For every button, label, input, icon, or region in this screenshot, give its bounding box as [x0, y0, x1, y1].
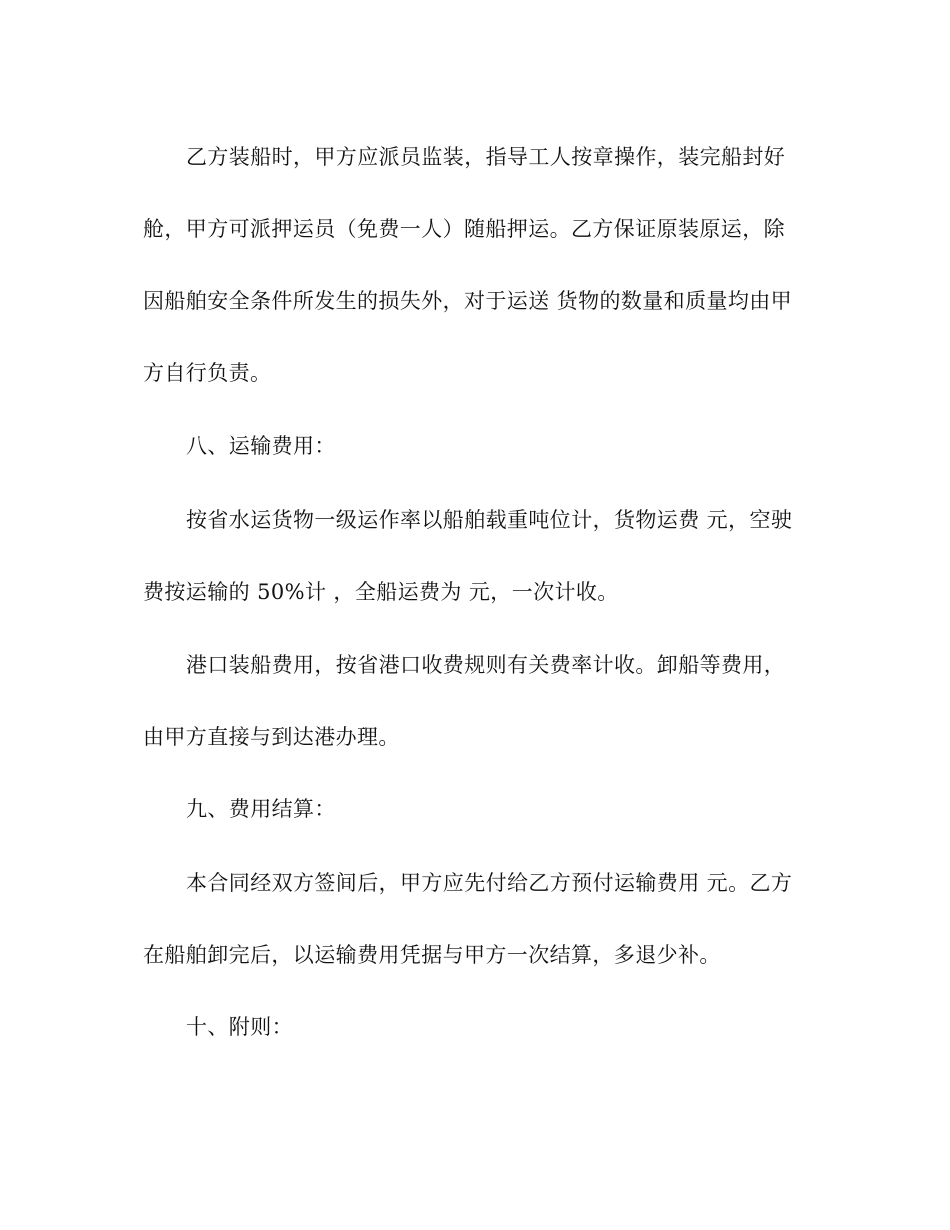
section-heading-settlement: 九、费用结算： — [186, 797, 336, 821]
paragraph-7-line-1: 乙方装船时，甲方应派员监装，指导工人按章操作，装完船封好 — [186, 145, 786, 169]
paragraph-7-line-4: 方自行负责。 — [143, 361, 272, 385]
paragraph-settlement-line-2: 在船舶卸完后，以运输费用凭据与甲方一次结算，多退少补。 — [143, 943, 721, 967]
paragraph-7-line-3: 因船舶安全条件所发生的损失外，对于运送 货物的数量和质量均由甲 — [143, 289, 793, 313]
paragraph-7-line-2: 舱，甲方可派押运员（免费一人）随船押运。乙方保证原装原运，除 — [143, 217, 785, 241]
section-heading-appendix: 十、附则： — [186, 1015, 293, 1039]
paragraph-fees-line-1: 按省水运货物一级运作率以船舶载重吨位计，货物运费 元，空驶 — [186, 508, 793, 532]
paragraph-port-fees-line-2: 由甲方直接与到达港办理。 — [143, 725, 400, 749]
paragraph-settlement-line-1: 本合同经双方签间后，甲方应先付给乙方预付运输费用 元。乙方 — [186, 871, 793, 895]
paragraph-port-fees-line-1: 港口装船费用，按省港口收费规则有关费率计收。卸船等费用， — [186, 653, 786, 677]
paragraph-fees-line-2: 费按运输的 50%计 ，全船运费为 元，一次计收。 — [143, 580, 619, 604]
section-heading-transport-fees: 八、运输费用： — [186, 434, 336, 458]
